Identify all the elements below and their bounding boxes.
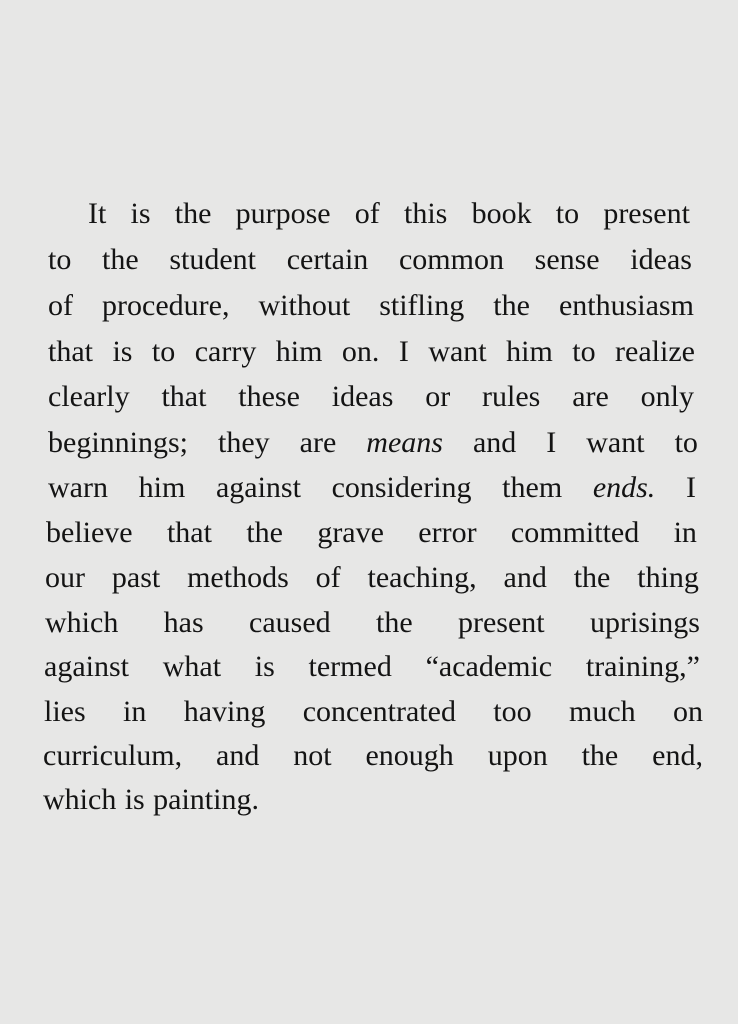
italic-word: ends. [592, 471, 656, 504]
word: want [428, 335, 487, 368]
text-line-3 [48, 291, 694, 321]
word: present [457, 606, 545, 639]
word: termed [308, 650, 392, 683]
word: end, [652, 739, 703, 772]
word: enthusiasm [558, 289, 694, 322]
word: what [162, 650, 222, 683]
word: uprisings [589, 606, 700, 639]
word: too [493, 695, 532, 728]
word: this [404, 197, 448, 230]
word: him [275, 335, 323, 368]
word: clearly [48, 380, 130, 413]
word: certain [286, 243, 369, 276]
word: the [493, 289, 530, 322]
word: is [254, 650, 275, 683]
word: I [685, 471, 696, 504]
word: carry [194, 335, 257, 368]
word: teaching, [367, 561, 477, 594]
word: not [293, 739, 332, 772]
word: the [174, 197, 212, 230]
word: I [546, 426, 557, 459]
word: warn [48, 471, 108, 504]
word: the [246, 516, 283, 549]
word: is [112, 335, 133, 368]
word: of [315, 561, 341, 594]
word: only [640, 380, 694, 413]
word: considering [331, 471, 472, 504]
word: student [169, 243, 257, 276]
word: painting. [153, 783, 259, 816]
word: realize [615, 335, 695, 368]
text-line-6 [48, 428, 698, 458]
word: want [586, 426, 645, 459]
word: that [161, 380, 207, 413]
word: to [48, 243, 72, 276]
word: or [425, 380, 451, 413]
word: past [111, 561, 161, 594]
text-line-14 [43, 785, 259, 815]
word: error [418, 516, 477, 549]
word: against [44, 650, 129, 683]
text-line-7 [48, 473, 696, 503]
word: present [603, 197, 690, 230]
word: them [502, 471, 563, 504]
word: which [43, 783, 117, 816]
text-line-1 [88, 199, 690, 229]
word: “academic [425, 650, 553, 683]
word: methods [187, 561, 289, 594]
word: is [124, 783, 145, 816]
word: and [503, 561, 547, 594]
word: him [506, 335, 553, 368]
word: to [555, 197, 580, 230]
italic-word: means [366, 426, 443, 459]
word: procedure, [102, 289, 230, 322]
word: on. [341, 335, 380, 368]
word: It [88, 197, 107, 230]
word: rules [482, 380, 541, 413]
word: that [166, 516, 212, 549]
word: to [674, 426, 698, 459]
word: on [672, 695, 703, 728]
text-line-4 [48, 337, 695, 367]
word: book [471, 197, 532, 230]
word: having [183, 695, 266, 728]
word: in [123, 695, 147, 728]
word: which [45, 606, 119, 639]
word: that [48, 335, 93, 368]
word: our [45, 561, 85, 594]
word: purpose [235, 197, 331, 230]
text-line-2 [48, 245, 692, 275]
word: I [398, 335, 409, 368]
word: grave [317, 516, 384, 549]
word: curriculum, [43, 739, 183, 772]
word: thing [637, 561, 699, 594]
word: these [238, 380, 300, 413]
word: are [299, 426, 337, 459]
word: believe [46, 516, 133, 549]
word: to [151, 335, 176, 368]
text-line-11 [44, 652, 700, 682]
word: the [573, 561, 611, 594]
text-line-12 [44, 697, 703, 727]
text-line-9 [45, 563, 699, 593]
word: enough [365, 739, 454, 772]
word: and [216, 739, 260, 772]
word: is [130, 197, 151, 230]
word: upon [487, 739, 548, 772]
word: without [258, 289, 351, 322]
word: the [102, 243, 139, 276]
word: of [354, 197, 380, 230]
word: him [138, 471, 186, 504]
word: much [568, 695, 636, 728]
text-line-13 [43, 741, 703, 771]
word: ideas [630, 243, 692, 276]
word: beginnings; [48, 426, 188, 459]
word: concentrated [302, 695, 456, 728]
word: and [472, 426, 517, 459]
word: caused [249, 606, 331, 639]
word: ideas [331, 380, 394, 413]
text-line-8 [46, 518, 697, 548]
word: sense [534, 243, 600, 276]
word: are [572, 380, 609, 413]
word: to [572, 335, 596, 368]
text-line-5 [48, 382, 694, 412]
word: the [375, 606, 413, 639]
word: they [218, 426, 270, 459]
word: training,” [585, 650, 700, 683]
text-line-10 [45, 608, 700, 638]
word: committed [510, 516, 640, 549]
word: in [673, 516, 697, 549]
word: against [215, 471, 301, 504]
word: has [163, 606, 204, 639]
word: stifling [379, 289, 465, 322]
word: lies [44, 695, 86, 728]
word: common [398, 243, 504, 276]
word: of [48, 289, 73, 322]
word: the [581, 739, 619, 772]
